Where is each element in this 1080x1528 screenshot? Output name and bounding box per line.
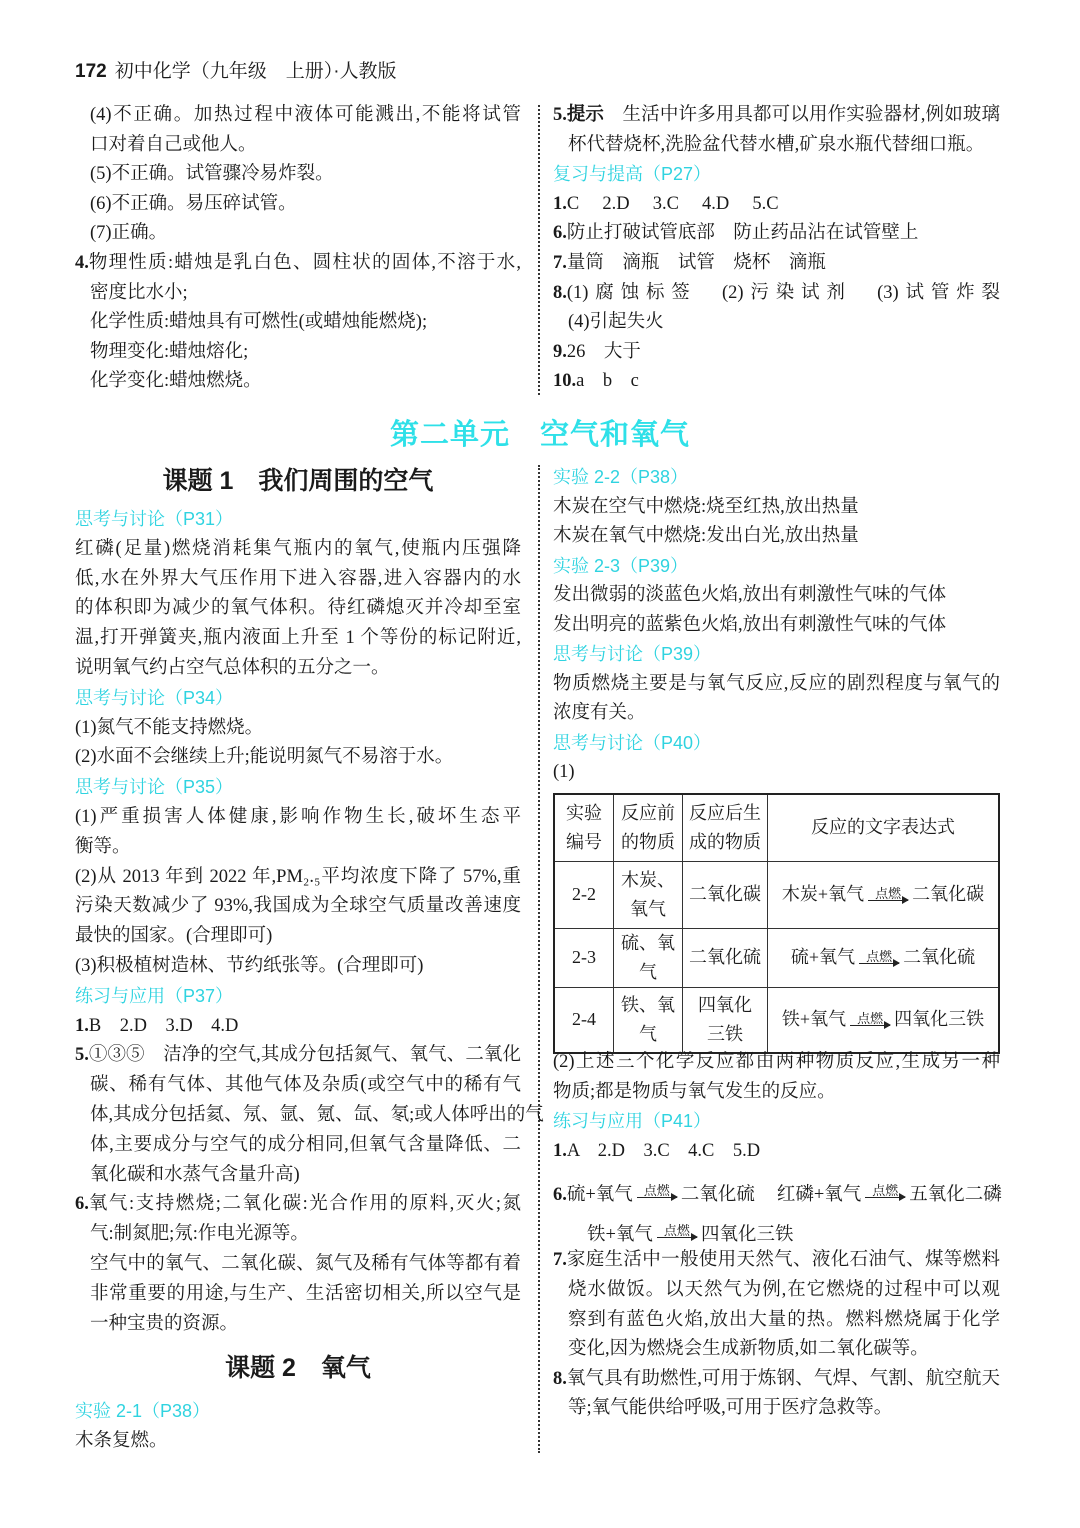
arrow-line: [637, 1197, 677, 1198]
text-line: [75, 338, 521, 368]
arrow-line: [868, 900, 908, 901]
products: 二氧化硫: [680, 1185, 755, 1206]
text-line: [75, 952, 521, 982]
text-line: [75, 624, 521, 654]
line-text: (1)腐蚀标签 (2)污染试剂 (3)试管炸裂: [566, 282, 1000, 303]
line-text: 低,水在外界大气压作用下进入容器,进入容器内的水: [75, 568, 521, 589]
condition: 点燃: [866, 949, 893, 964]
equation-cell: [768, 861, 1000, 928]
text-line: [553, 367, 1000, 397]
products: 四氧化三铁: [700, 1225, 794, 1246]
table-row: [554, 928, 999, 987]
item-number: 6.: [75, 1194, 89, 1215]
header-text: 的物质: [621, 831, 675, 852]
line-text: (2)水面不会继续上升;能说明氮气不易溶于水。: [75, 747, 454, 768]
page-number: 172: [75, 61, 107, 82]
header-text: 成的物质: [689, 831, 761, 852]
line-text: 家庭生活中一般使用天然气、液化石油气、煤等燃料: [566, 1250, 1000, 1271]
item-number: 1.: [553, 193, 567, 214]
text-line: [553, 493, 1000, 523]
line-text: 一种宝贵的资源。: [90, 1313, 239, 1334]
equation-line: [553, 1206, 1000, 1246]
section-heading: 练习与应用（P41）: [553, 1111, 712, 1132]
line-text: 木炭在氧气中燃烧:发出白光,放出热量: [553, 526, 859, 546]
left-column-top: [75, 101, 521, 397]
line-text: (7)正确。: [90, 223, 168, 244]
table-header-cell: [683, 794, 768, 861]
text-line: [75, 1041, 521, 1071]
equation-cell: [768, 987, 1000, 1053]
reaction-arrow-icon: [850, 1012, 890, 1034]
reactants: 硫+氧气: [566, 1185, 633, 1206]
line-text: 氧气具有助燃性,可用于炼钢、气焊、气割、航空航天: [566, 1368, 1000, 1389]
reaction-arrow-icon: [657, 1224, 697, 1246]
line-text: 木炭在空气中燃烧:烧至红热,放出热量: [553, 496, 859, 517]
text-line: [75, 714, 521, 744]
reactant-text: 木炭、: [621, 869, 675, 890]
text-line: [553, 1048, 1000, 1078]
line-text: 物质;都是物质与氧气发生的反应。: [553, 1081, 836, 1102]
line-text: 发出微弱的淡蓝色火焰,放出有刺激性气味的气体: [553, 585, 947, 605]
line-text: 碳、稀有气体、其他气体及杂质(或空气中的稀有气: [90, 1075, 521, 1096]
reaction-equation: [791, 943, 975, 972]
condition: 点燃: [875, 886, 902, 901]
item-number: 6.: [553, 1185, 567, 1206]
line-text: 烧水做饭。以天然气为例,在它燃烧的过程中可以观: [568, 1279, 1000, 1300]
text-line: [553, 101, 1000, 131]
lesson-title: 课题 1 我们周围的空气: [162, 467, 434, 495]
line-text: (2)上述三个化学反应都由两种物质反应,生成另一种: [553, 1052, 1000, 1072]
arrow-line: [657, 1237, 697, 1238]
item-number: 1.: [553, 1140, 567, 1161]
condition: 点燃: [663, 1223, 690, 1239]
experiment-id-cell: [554, 861, 614, 928]
section-heading: 思考与讨论（P31）: [75, 509, 234, 529]
line-text: (2)从 2013 年到 2022 年,PM₂.₅平均浓度下降了 57%,重: [75, 866, 521, 887]
text-line: [75, 743, 521, 773]
text-line: [553, 219, 1000, 249]
text-line: [75, 249, 521, 279]
text-line: [553, 1365, 1000, 1395]
item-number: 9.: [553, 341, 567, 362]
text-line: [553, 522, 1000, 552]
reactants: 硫+氧气: [790, 947, 856, 967]
header-text: 反应前: [621, 802, 675, 823]
reaction-table: [553, 793, 1000, 1054]
line-text: 氧气:支持燃烧;二氧化碳:光合作用的原料,灭火;氮: [88, 1194, 521, 1215]
arrow-line: [850, 1025, 890, 1026]
reaction-equation: [782, 880, 984, 909]
product-text: 四氧化: [698, 994, 752, 1015]
line-text: A 2.D 3.C 4.C 5.D: [566, 1140, 761, 1161]
section-heading: 复习与提高（P27）: [553, 164, 712, 185]
experiment-id-cell: [554, 928, 614, 987]
item-number: 10.: [553, 371, 577, 392]
section-heading: 思考与讨论（P39）: [553, 644, 712, 664]
text-line: [553, 1394, 1000, 1424]
products-cell: [683, 861, 768, 928]
line-text: 物理性质:蜡烛是乳白色、圆柱状的固体,不溶于水,: [88, 252, 521, 273]
line-text: (1)氮气不能支持燃烧。: [75, 717, 264, 738]
text-line: [75, 1012, 521, 1042]
text-line: [75, 1071, 521, 1101]
section-heading: 实验 2-1（P38）: [75, 1401, 211, 1422]
line-text: 发出明亮的蓝紫色火焰,放出有刺激性气味的气体: [553, 614, 947, 635]
header-text: 实验: [566, 802, 602, 823]
header-text: 反应的文字表达式: [811, 817, 955, 838]
text-line: [553, 699, 1000, 729]
table-header-cell: [554, 794, 614, 861]
products: 四氧化三铁: [894, 1009, 985, 1030]
item-number: 8.: [553, 1368, 567, 1389]
line-text: 生活中许多用具都可以用作实验器材,例如玻璃: [603, 105, 1000, 125]
line-text: 空气中的氧气、二氧化碳、氮气及稀有气体等都有着: [90, 1253, 521, 1274]
line-text: B 2.D 3.D 4.D: [88, 1015, 239, 1036]
reactant-text: 铁、氧气: [621, 994, 675, 1044]
section-heading: 实验 2-3（P39）: [553, 555, 689, 576]
section-heading: 思考与讨论（P34）: [75, 687, 234, 708]
equation-line: [553, 1166, 1000, 1206]
experiment-id: 2-3: [572, 947, 596, 967]
reactants-cell: [614, 928, 683, 987]
text-line: [553, 249, 1000, 279]
line-text: (1)严重损害人体健康,影响作物生长,破坏生态平: [75, 806, 521, 827]
text-line: [553, 670, 1000, 700]
text-line: [553, 1276, 1000, 1306]
page-header: [75, 56, 397, 83]
arrow-line: [859, 963, 899, 964]
item-number: 4.: [75, 252, 89, 273]
product-text: 三铁: [707, 1023, 743, 1044]
line-text: 等;氧气能供给呼吸,可用于医疗急救等。: [568, 1398, 893, 1419]
line-text: 的体积即为减少的氧气体积。待红磷熄灭并冷却至室: [75, 598, 521, 619]
text-line: [75, 367, 521, 397]
column-divider: [538, 465, 540, 1453]
line-text: 温,打开弹簧夹,瓶内液面上升至 1 个等份的标记附近,: [75, 628, 521, 649]
reactants-cell: [614, 987, 683, 1053]
text-line: [75, 219, 521, 249]
line-text: 量筒 滴瓶 试管 烧杯 滴瓶: [566, 252, 826, 273]
text-line: [75, 1161, 521, 1191]
text-line: [75, 565, 521, 595]
header-text: 编号: [566, 831, 602, 852]
line-text: 口对着自己或他人。: [90, 134, 257, 155]
reaction-arrow-icon: [637, 1184, 677, 1206]
header-text: 反应后生: [689, 802, 761, 823]
table-row: [554, 987, 999, 1053]
line-text: 气:制氮肥;氖:作电光源等。: [90, 1224, 309, 1245]
text-line: [553, 1306, 1000, 1336]
text-line: [75, 1427, 521, 1457]
line-text: 26 大于: [566, 341, 641, 362]
condition: 点燃: [643, 1183, 670, 1199]
line-text: 衡等。: [75, 836, 131, 857]
text-line: [75, 594, 521, 624]
text-line: [75, 308, 521, 338]
right-column-top: [553, 101, 1000, 397]
text-line: [75, 833, 521, 863]
experiment-id: 2-2: [572, 884, 596, 904]
unit-title: 第二单元 空气和氧气: [389, 419, 690, 451]
line-text: ①③⑤ 洁净的空气,其成分包括氮气、氧气、二氧化: [88, 1045, 521, 1066]
text-line: [75, 1250, 521, 1280]
text-line: [75, 654, 521, 684]
text-line: [553, 758, 1000, 788]
text-line: [75, 803, 521, 833]
reaction-arrow-icon: [868, 887, 908, 909]
line-text: 非常重要的用途,与生产、生活密切相关,所以空气是: [90, 1283, 521, 1304]
reaction-arrow-icon: [859, 950, 899, 972]
products: 五氧化二磷: [909, 1185, 1002, 1206]
line-text: 防止打破试管底部 防止药品沾在试管壁上: [566, 223, 919, 244]
line-text: 变化,因为燃烧会生成新物质,如二氧化碳等。: [568, 1339, 929, 1360]
reactant-text: 氧气: [630, 898, 666, 919]
text-line: [553, 338, 1000, 368]
line-text: (4)引起失火: [568, 312, 664, 333]
text-line: [553, 131, 1000, 161]
line-text: 察到有蓝色火焰,放出大量的热。燃料燃烧属于化学: [568, 1309, 1000, 1330]
text-line: [75, 101, 521, 131]
line-text: 污染天数减少了 93%,我国成为全球空气质量改善速度: [75, 896, 521, 917]
text-line: [75, 279, 521, 309]
line-text: 最快的国家。(合理即可): [75, 926, 273, 947]
line-text: 杯代替烧杯,洗脸盆代替水槽,矿泉水瓶代替细口瓶。: [568, 134, 985, 155]
item-number: 7.: [553, 1250, 567, 1271]
text-line: [75, 160, 521, 190]
line-text: C 2.D 3.C 4.D 5.C: [566, 193, 779, 214]
table-row: [554, 861, 999, 928]
reaction-equation: [567, 1180, 755, 1206]
right-column-bottom-continued: [553, 1048, 1000, 1424]
line-text: 体,主要成分与空气的成分相同,但氧气含量降低、二: [90, 1134, 521, 1155]
reactants: 铁+氧气: [781, 1009, 847, 1030]
lesson-title: 课题 2 氧气: [225, 1354, 371, 1383]
condition: 点燃: [872, 1183, 899, 1199]
products-cell: [683, 928, 768, 987]
item-number: 7.: [553, 252, 567, 273]
text-line: [75, 190, 521, 220]
line-text: 密度比水小;: [90, 282, 188, 303]
text-line: [75, 131, 521, 161]
line-text: 物质燃烧主要是与氧气反应,反应的剧烈程度与氧气的: [553, 673, 1000, 694]
reactants: 木炭+氧气: [781, 884, 865, 904]
text-line: [553, 1246, 1000, 1276]
line-text: (1): [553, 762, 575, 782]
text-line: [75, 1310, 521, 1340]
products: 二氧化硫: [903, 947, 976, 967]
table-header-cell: [614, 794, 683, 861]
line-text: 浓度有关。: [553, 703, 646, 723]
line-text: (4)不正确。加热过程中液体可能溅出,不能将试管: [90, 105, 521, 125]
line-text: 氧化碳和水蒸气含量升高): [90, 1164, 300, 1185]
line-text: 化学性质:蜡烛具有可燃性(或蜡烛能燃烧);: [90, 312, 428, 333]
line-text: (3)积极植树造林、节约纸张等。(合理即可): [75, 955, 424, 976]
line-text: (6)不正确。易压碎试管。: [90, 193, 297, 214]
reactants-cell: [614, 861, 683, 928]
right-column-bottom: [553, 463, 1000, 788]
line-text: 化学变化:蜡烛燃烧。: [90, 371, 262, 392]
text-line: [75, 892, 521, 922]
arrow-line: [865, 1197, 905, 1198]
text-line: [553, 581, 1000, 611]
text-line: [75, 1190, 521, 1220]
reactant-text: 硫、氧气: [621, 932, 675, 982]
line-text: a b c: [576, 371, 639, 392]
reactants: 铁+氧气: [587, 1225, 653, 1246]
text-line: [553, 1137, 1000, 1167]
item-number: 5.提示: [553, 105, 604, 125]
product-text: 二氧化硫: [689, 947, 761, 967]
section-heading: 练习与应用（P37）: [75, 985, 234, 1006]
line-text: 说明氧气约占空气总体积的五分之一。: [75, 657, 390, 678]
experiment-id-cell: [554, 987, 614, 1053]
item-number: 6.: [553, 223, 567, 244]
text-line: [553, 611, 1000, 641]
line-text: 体,其成分包括氦、氖、氩、氪、氙、氡;或人体呼出的气: [90, 1104, 544, 1125]
text-line: [75, 535, 521, 565]
text-line: [553, 279, 1000, 309]
text-line: [75, 1220, 521, 1250]
item-number: 1.: [75, 1015, 89, 1036]
experiment-id: 2-4: [572, 1009, 596, 1030]
line-text: (5)不正确。试管骤冷易炸裂。: [90, 164, 334, 185]
line-text: 物理变化:蜡烛熔化;: [90, 341, 249, 362]
text-line: [553, 308, 1000, 338]
reaction-equation: [777, 1180, 1002, 1206]
text-line: [75, 922, 521, 952]
section-heading: 思考与讨论（P40）: [553, 732, 712, 753]
item-number: 5.: [75, 1045, 89, 1066]
table-header-row: [554, 794, 999, 861]
section-heading: 思考与讨论（P35）: [75, 777, 234, 798]
text-line: [553, 190, 1000, 220]
equation-cell: [768, 928, 1000, 987]
products: 二氧化碳: [912, 884, 985, 904]
text-line: [75, 1280, 521, 1310]
text-line: [75, 1101, 544, 1131]
text-line: [553, 1335, 1000, 1365]
reactants: 红磷+氧气: [776, 1185, 862, 1206]
section-heading: 实验 2-2（P38）: [553, 467, 689, 487]
reaction-arrow-icon: [865, 1184, 905, 1206]
line-text: 红磷(足量)燃烧消耗集气瓶内的氧气,使瓶内压强降: [75, 538, 521, 559]
text-line: [75, 863, 521, 893]
text-line: [553, 1078, 1000, 1108]
products-cell: [683, 987, 768, 1053]
reaction-equation: [587, 1220, 793, 1246]
product-text: 二氧化碳: [689, 884, 761, 904]
left-column-bottom: [75, 457, 544, 1457]
condition: 点燃: [857, 1011, 884, 1027]
item-number: 8.: [553, 282, 567, 303]
line-text: 木条复燃。: [75, 1431, 168, 1452]
column-divider: [538, 105, 540, 395]
text-line: [75, 1131, 521, 1161]
reaction-equation: [782, 1005, 984, 1034]
book-title: 初中化学（九年级 上册）·人教版: [114, 61, 397, 82]
table-header-cell: [768, 794, 1000, 861]
